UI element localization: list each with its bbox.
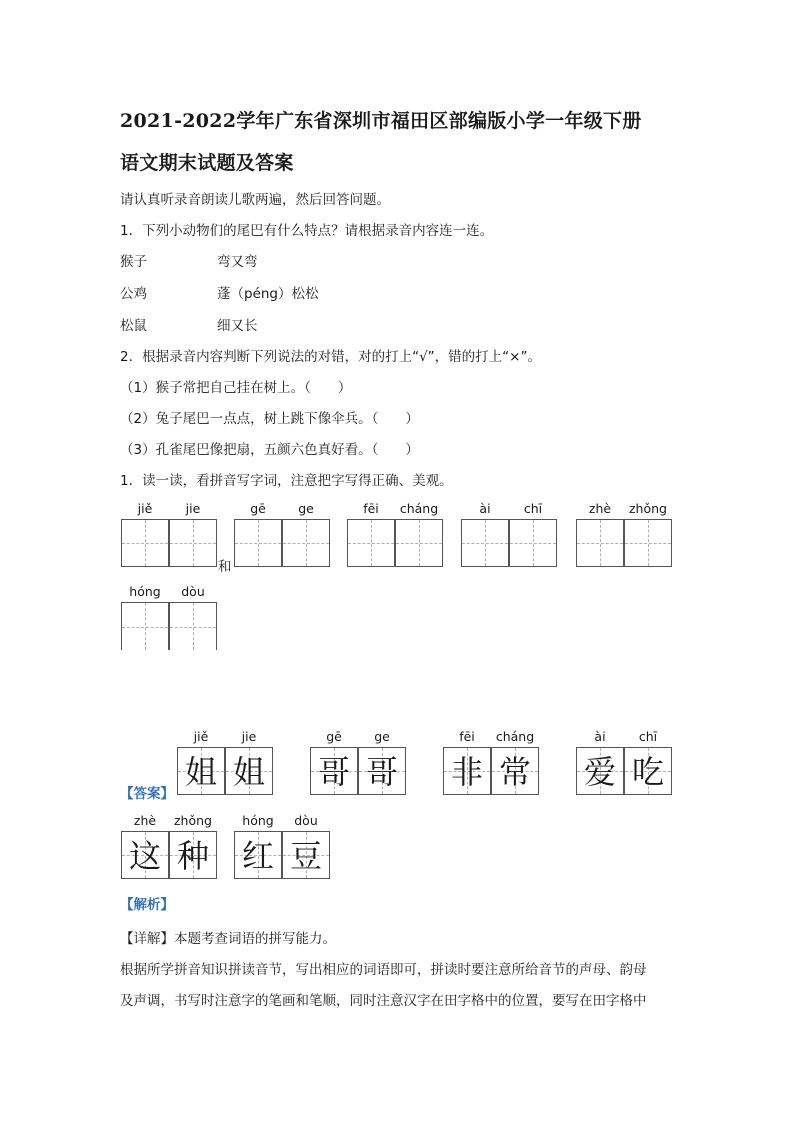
judge-item: （3）孔雀尾巴像把扇，五颜六色真好看。（ ） (120, 442, 419, 458)
answer-pinyin: dòu (294, 813, 318, 828)
answer-pinyin: cháng (495, 729, 535, 744)
writing-cell[interactable] (347, 519, 395, 567)
writing-cell[interactable] (169, 519, 217, 567)
connector-text: 和 (218, 559, 232, 575)
answer-char: 红 (241, 837, 274, 875)
detail-line (120, 927, 336, 947)
pinyin-label: zhè (588, 501, 612, 516)
listening-instruction: 请认真听录音朗读儿歌两遍，然后回答问题。 (120, 192, 390, 208)
pinyin-label: ge (298, 501, 314, 516)
answer-cell (491, 747, 539, 795)
pinyin-label: gē (250, 501, 266, 516)
match-left-item: 公鸡 (120, 286, 147, 302)
writing-cell[interactable] (576, 519, 624, 567)
pinyin-label: cháng (399, 501, 439, 516)
writing-cell[interactable] (395, 519, 443, 567)
match-right-item: 蓬（péng）松松 (217, 286, 319, 302)
answer-pinyin: jie (241, 729, 257, 744)
match-left-item: 猴子 (120, 254, 147, 270)
answer-cell (443, 747, 491, 795)
answer-char: 哥 (317, 753, 350, 791)
answer-cell (121, 831, 169, 879)
answer-cell (576, 747, 624, 795)
match-left-item: 松鼠 (120, 318, 147, 334)
answer-char: 爱 (583, 753, 616, 791)
pinyin-label: fēi (363, 501, 379, 516)
writing-cell[interactable] (121, 602, 169, 650)
analysis-tag: 【解析】 (120, 897, 174, 913)
match-right-item: 细又长 (217, 318, 258, 334)
answer-char: 豆 (289, 837, 322, 875)
match-right-item: 弯又弯 (217, 254, 258, 270)
answer-cell (624, 747, 672, 795)
answer-cell (169, 831, 217, 879)
writing-cell[interactable] (509, 519, 557, 567)
pinyin-label: hóng (129, 584, 161, 599)
detail-text: 本题考查词语的拼写能力。 (174, 931, 336, 947)
answer-cell (358, 747, 406, 795)
question-2: 2．根据录音内容判断下列说法的对错，对的打上“√”，错的打上“×”。 (120, 349, 541, 365)
answer-tag: 【答案】 (120, 786, 174, 802)
pinyin-label: chī (523, 501, 543, 516)
pinyin-label: dòu (181, 584, 205, 599)
answer-cell (234, 831, 282, 879)
answer-pinyin: jiě (193, 729, 209, 744)
writing-cell[interactable] (234, 519, 282, 567)
answer-char: 这 (128, 837, 161, 875)
explain-line: 根据所学拼音知识拼读音节，写出相应的词语即可，拼读时要注意所给音节的声母、韵母 (120, 962, 647, 978)
question-1: 1．下列小动物们的尾巴有什么特点？请根据录音内容连一连。 (120, 223, 494, 239)
answer-pinyin: ge (374, 729, 390, 744)
answer-char: 吃 (631, 753, 664, 791)
answer-char: 哥 (365, 753, 398, 791)
pinyin-label: jiě (137, 501, 153, 516)
writing-cell[interactable] (169, 602, 217, 650)
pinyin-label: jie (185, 501, 201, 516)
pinyin-label: zhǒng (629, 501, 667, 516)
answer-pinyin: chī (638, 729, 658, 744)
judge-item: （2）兔子尾巴一点点，树上跳下像伞兵。（ ） (120, 411, 419, 427)
answer-cell (225, 747, 273, 795)
answer-pinyin: zhǒng (174, 813, 212, 828)
answer-cell (310, 747, 358, 795)
answer-cell (282, 831, 330, 879)
answer-pinyin: gē (326, 729, 342, 744)
answer-char: 姐 (184, 753, 217, 791)
answer-char: 常 (498, 753, 531, 791)
judge-item: （1）猴子常把自己挂在树上。（ ） (120, 380, 352, 396)
answer-pinyin: hóng (242, 813, 274, 828)
writing-cell[interactable] (282, 519, 330, 567)
answer-cell (177, 747, 225, 795)
answer-pinyin: ài (594, 729, 606, 744)
writing-question: 1．读一读，看拼音写字词，注意把字写得正确、美观。 (120, 473, 453, 489)
doc-title-line1: 2021-2022学年广东省深圳市福田区部编版小学一年级下册 (120, 110, 642, 132)
doc-title-line2: 语文期末试题及答案 (120, 152, 294, 174)
writing-cell[interactable] (624, 519, 672, 567)
pinyin-label: ài (479, 501, 491, 516)
writing-cell[interactable] (461, 519, 509, 567)
writing-cell[interactable] (121, 519, 169, 567)
answer-char: 姐 (232, 753, 265, 791)
answer-pinyin: zhè (133, 813, 157, 828)
detail-tag: 【详解】 (120, 931, 174, 947)
answer-pinyin: fēi (459, 729, 475, 744)
answer-char: 非 (450, 753, 483, 791)
answer-char: 种 (176, 837, 209, 875)
explain-line: 及声调，书写时注意字的笔画和笔顺，同时注意汉字在田字格中的位置，要写在田字格中 (120, 993, 647, 1009)
